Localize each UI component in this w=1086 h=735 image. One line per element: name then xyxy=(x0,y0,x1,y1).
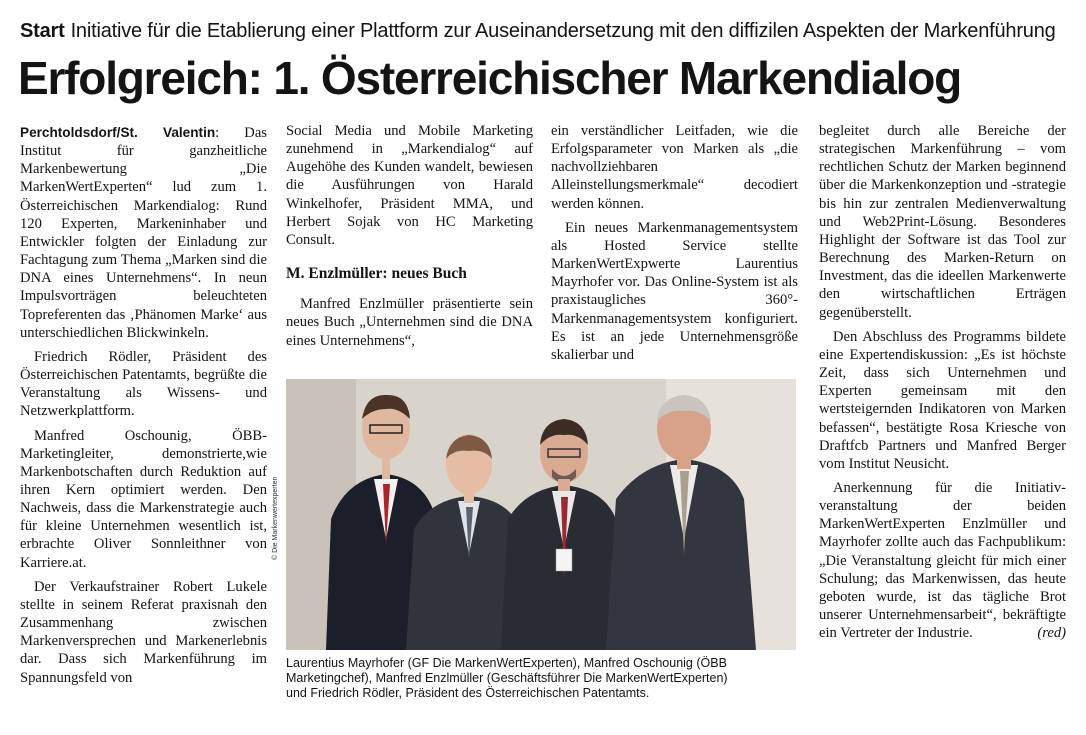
col4-p3-text: Anerkennung für die Initiativveranstaltung der beiden MarkenWertExperten Enzlmüller und Mayrhofer zollte auch das Fachpublikum: „Die Veranstaltung gleicht für mich einer Schulung; das Markenwissen, das heute geboten wurde, ist das tägliche Brot unserer Unternehmensarbeit“, bekräftigte ein Vertreter der Industrie. xyxy=(819,479,1066,642)
col3-paragraph-1: ein verständlicher Leitfaden, wie die Erfolgsparameter von Marken als „die nachvollziehbaren Alleinstellungsmerkmale“ decodiert werden können. xyxy=(551,123,798,212)
photo-caption xyxy=(286,656,806,701)
section-subhead: M. Enzlmüller: neues Buch xyxy=(286,265,467,283)
col3-paragraph-2: Ein neues Markenmanagementsystem als Hosted Service stellte MarkenWertExpwerte Laurentius Mayrhofer vor. Das Online-System ist als praxistaugliches 360°-Markenmanagementsystem konfiguriert. Es ist an jede Unternehmensgröße skalierbar und xyxy=(551,219,798,363)
col4-paragraph-3 xyxy=(819,479,1066,642)
caption-line-3: und Friedrich Rödler, Präsident des Österreichischen Patentamts. xyxy=(286,686,650,700)
dateline: Perchtoldsdorf/St. Valentin xyxy=(20,125,216,140)
column-2 xyxy=(286,122,533,350)
kicker-label: Start xyxy=(20,20,65,42)
headline: Erfolgreich: 1. Österreichischer Markendialog xyxy=(18,52,961,104)
column-1 xyxy=(20,124,267,687)
group-photo-illustration xyxy=(286,379,796,650)
col1-paragraph-4: Der Verkaufstrainer Robert Lukele stellte in seinem Referat praxisnah den Zusammenhang zwischen Markenversprechen und Markenerlebnis dar. Dass sich Markenführung im Spannungsfeld von xyxy=(20,578,267,686)
col2-paragraph-2: Manfred Enzlmüller präsentierte sein neues Buch „Unternehmen sind die DNA eines Unternehmens“, xyxy=(286,296,533,349)
kicker-text: Initiative für die Etablierung einer Plattform zur Auseinandersetzung mit den diffizilen Aspekten der Markenführung xyxy=(70,20,1056,42)
group-photo xyxy=(286,379,796,650)
caption-line-1: Laurentius Mayrhofer (GF Die MarkenWertExperten), Manfred Oschounig (ÖBB xyxy=(286,656,727,670)
col1-paragraph-3: Manfred Oschounig, ÖBB-Marketingleiter, demonstrierte,wie Markenbotschaften durch Reduktion auf ihren Kern optimiert werden. Den Nachweis, dass die Markenstrategie auch für kleine Unternehmen wesentlich ist, erbrachte Oliver Sonnleithner von Karriere.at. xyxy=(20,427,267,571)
col1-paragraph-2: Friedrich Rödler, Präsident des Österreichischen Patentamts, begrüßte die Veranstaltung als Wissens- und Netzwerkplattform. xyxy=(20,348,267,420)
caption-line-2: Marketingchef), Manfred Enzlmüller (Geschäftsführer Die MarkenWertExperten) xyxy=(286,671,728,685)
col1-p1-text: : Das Institut für ganzheitliche Markenbewertung „Die MarkenWertExperten“ lud zum 1. Österreichischen Markendialog: Rund 120 Experten, Markeninhaber und Entwickler folgten der Einladung zur Fachtagung zum Thema „Marken sind die DNA eines Unternehmens“. In neun Impulsvorträgen beleuchteten Topreferenten das ‚Phänomen Marke‘ aus unterschiedlichen Blickwinkeln. xyxy=(20,125,267,341)
col1-paragraph-1 xyxy=(20,124,267,342)
kicker-line xyxy=(20,18,1070,44)
photo-credit: © Die Markenwertexperten xyxy=(272,476,279,560)
column-4 xyxy=(819,122,1066,642)
column-3 xyxy=(551,122,798,364)
col2-paragraph-1: Social Media und Mobile Marketing zunehmend in „Markendialog“ auf Augehöhe des Kunden wandelt, bewiesen die Ausführungen von Harald Winkelhofer, Präsident MMA, und Herbert Sojak von HC Marketing Consult. xyxy=(286,123,533,248)
author-signature: (red) xyxy=(1037,625,1066,642)
col4-paragraph-2: Den Abschluss des Programms bildete eine Expertendiskussion: „Es ist höchste Zeit, dass sich Unternehmen und Experten gemeinsam mit den wertsteigernden Indikatoren von Marken befassen“, bestätigte Rosa Kriesche von Draftfcb Partners und Manfred Berger vom Institut Neusicht. xyxy=(819,328,1066,472)
col4-paragraph-1: begleitet durch alle Bereiche der strategischen Markenführung – vom rechtlichen Schutz der Marken beginnend über die Markenkonzeption und -strategie bis hin zur zentralen Medienverwaltung und Web2Print-Lösung. Besonderes Highlight der Software ist das Tool zur Berechnung des Marken-Return on Investment, das die ideellen Markenwerte den wirtschaftlichen Erträgen gegenüberstellt. xyxy=(819,123,1066,321)
